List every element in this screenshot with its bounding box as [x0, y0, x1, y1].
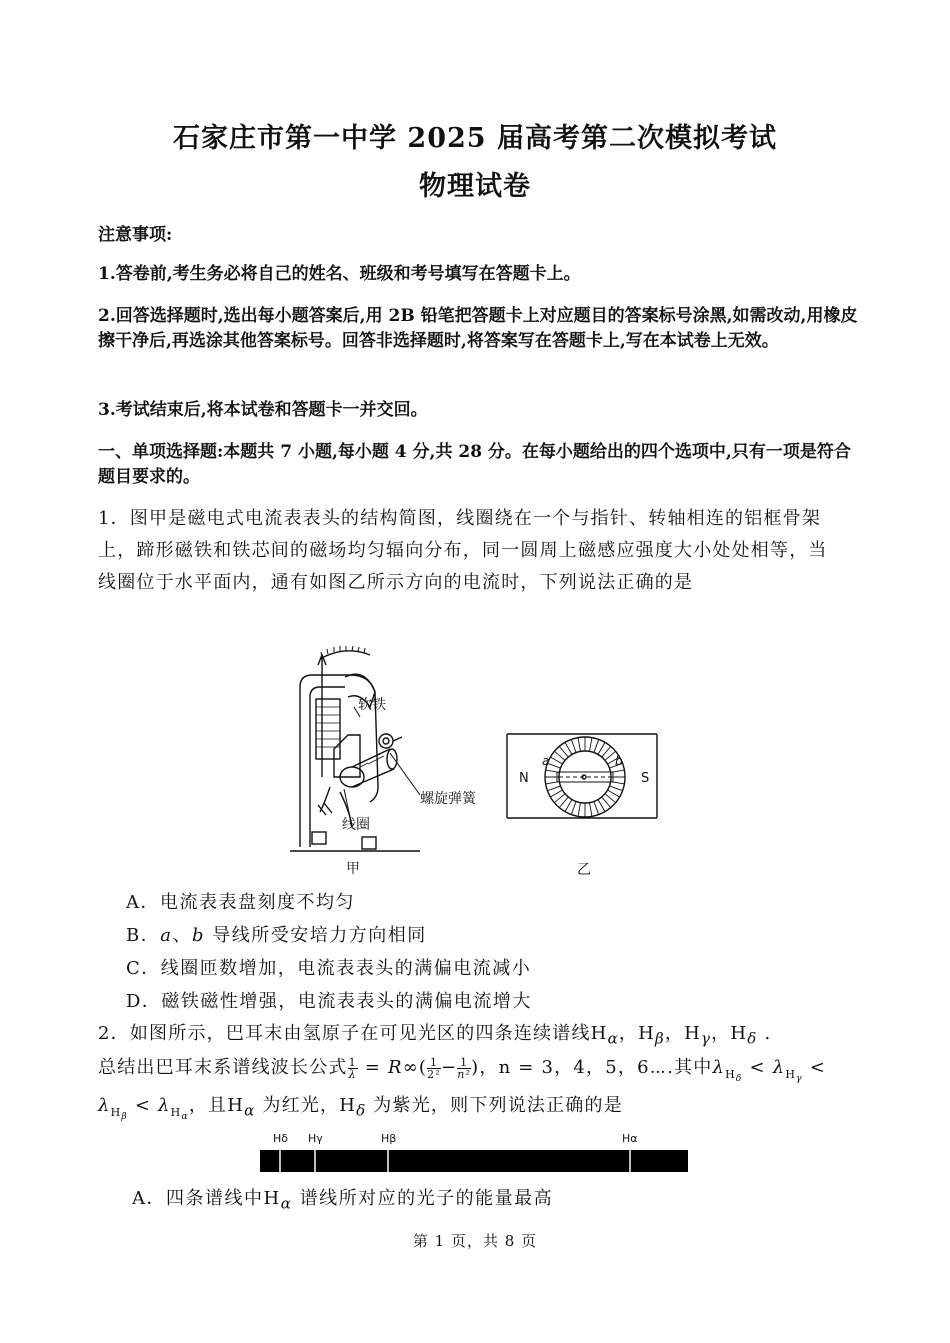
label-coil: 线圈 [342, 817, 370, 833]
radial-field-line [578, 738, 580, 752]
radial-field-line [602, 746, 611, 757]
radial-field-line [594, 739, 599, 752]
lambda: λ [158, 1095, 171, 1116]
notice-item-2: 2.回答选择题时,选出每小题答案后,用 2B 铅笔把答题卡上对应题目的答案标号涂黑,如需改动,用橡皮擦干净后,再选涂其他答案标号。回答非选择题时,将答案写在答题卡上,写在本试卷上无效。 [98, 306, 858, 351]
lambda: λ [772, 1057, 786, 1078]
period: . [764, 1023, 772, 1044]
radial-field-line [571, 739, 576, 752]
spectrum-label-h-alpha: Hα [622, 1132, 638, 1145]
frac-den: λ [348, 1067, 357, 1081]
rparen: ) [471, 1057, 480, 1078]
rydberg: R∞ [387, 1057, 419, 1078]
minus: − [440, 1057, 458, 1078]
sub-delta: δ [735, 1072, 743, 1084]
h-symbol: H [227, 1095, 245, 1116]
fraction-one-over-two-sq [427, 1057, 441, 1080]
h-symbol: H [339, 1095, 357, 1116]
q2-option-a-prefix: A．四条谱线中 [132, 1188, 264, 1209]
fraction-one-over-lambda [348, 1057, 358, 1080]
frac-num: 1 [348, 1055, 357, 1069]
page-number: 第 1 页，共 8 页 [412, 1232, 538, 1250]
q2-option-a [132, 1184, 553, 1213]
sub-beta: β [121, 1110, 128, 1122]
notice-heading: 注意事项: [98, 225, 173, 245]
radial-field-line [554, 751, 565, 760]
h-symbol: H [638, 1023, 656, 1044]
q1-option-b-rest: 导线所受安培力方向相同 [205, 925, 427, 946]
spectrum-bar [260, 1150, 688, 1172]
sub-alpha: α [181, 1110, 189, 1122]
label-wire-b: b [615, 754, 623, 768]
h-symbol: H [785, 1067, 797, 1081]
label-spiral-spring: 螺旋弹簧 [420, 791, 476, 807]
less-than: < [127, 1095, 159, 1116]
q1-option-b [126, 921, 427, 947]
frac-den: 2² [427, 1067, 441, 1081]
radial-field-line [546, 782, 560, 784]
and: ，且 [188, 1095, 228, 1116]
comma: ， [711, 1023, 731, 1044]
caption-jia: 甲 [346, 861, 360, 877]
radial-field-line [590, 803, 592, 817]
equals: = [357, 1057, 388, 1078]
radial-field-line [547, 786, 560, 791]
sub-beta: β [655, 1029, 665, 1048]
sub-alpha: α [280, 1194, 293, 1213]
q2-intro: 2．如图所示，巴耳末由氢原子在可见光区的四条连续谱线 [98, 1023, 591, 1044]
where: .其中 [667, 1057, 713, 1078]
lambda: λ [712, 1057, 726, 1078]
radial-field-line [608, 790, 620, 797]
q1-option-b-prefix: B． [126, 925, 161, 946]
sub-gamma: γ [796, 1072, 803, 1084]
radial-field-line [571, 801, 576, 814]
exam-subtitle: 物理试卷 [419, 171, 531, 202]
less-than: < [802, 1057, 827, 1078]
question-2-line-2 [98, 1052, 826, 1095]
radial-field-line [550, 757, 562, 764]
frac-num: 1 [427, 1057, 441, 1069]
radial-field-line [578, 803, 580, 817]
n-values: ，n = 3，4，5，6⋯ [479, 1057, 668, 1078]
radial-field-line [609, 786, 622, 791]
sub-gamma: γ [701, 1029, 712, 1048]
galvanometer-figure [290, 637, 505, 877]
radial-field-line [598, 742, 605, 754]
sub-delta: δ [747, 1029, 758, 1048]
radial-field-line [565, 800, 572, 812]
h-symbol: H [263, 1188, 281, 1209]
label-north: N [519, 771, 529, 786]
h-symbol: H [110, 1105, 122, 1119]
question-1-stem: 1．图甲是磁电式电流表表头的结构简图，线圈绕在一个与指针、转轴相连的铝框骨架上，蹄形磁铁和铁芯间的磁场均匀辐向分布，同一圆周上磁感应强度大小处处相等，当线圈位于水平面内，通有如图乙所示方向的电流时，下列说法正确的是 [98, 508, 828, 593]
q1-option-c: C．线圈匝数增加，电流表表头的满偏电流减小 [126, 958, 532, 979]
h-symbol: H [725, 1067, 736, 1081]
spectrum-label-h-gamma: Hγ [308, 1132, 323, 1145]
section-heading: 一、单项选择题:本题共 7 小题,每小题 4 分,共 28 分。在每小题给出的四个选项中,只有一项是符合题目要求的。 [98, 442, 851, 487]
radial-field-line [547, 763, 560, 768]
label-wire-a: a [542, 754, 550, 768]
label-soft-iron: 软铁 [358, 697, 386, 713]
comma: ， [618, 1023, 639, 1044]
q1-option-b-b: b [191, 925, 205, 946]
radial-field-line [559, 746, 568, 757]
spectrum-label-h-beta: Hβ [381, 1132, 397, 1145]
radial-field-line [611, 782, 625, 784]
fraction-one-over-n-sq [457, 1057, 471, 1080]
radial-field-line [554, 794, 565, 803]
radial-field-line [602, 797, 611, 808]
spectrum-label-h-delta: Hδ [273, 1132, 289, 1145]
frac-den: n² [457, 1067, 472, 1081]
h-symbol: H [730, 1023, 748, 1044]
h-symbol: H [684, 1023, 701, 1044]
radial-field-line [565, 742, 572, 754]
frac-num: 1 [457, 1057, 471, 1069]
notice-item-3: 3.考试结束后,将本试卷和答题卡一并交回。 [98, 400, 428, 420]
h-symbol: H [590, 1023, 608, 1044]
radial-field-line [590, 738, 592, 752]
h-symbol: H [170, 1105, 182, 1119]
q2-formula-intro: 总结出巴耳末系谱线波长公式 [98, 1057, 348, 1078]
comma: ， [664, 1023, 685, 1044]
radial-field-line [594, 801, 599, 814]
sub-delta: δ [356, 1101, 367, 1120]
less-than: < [742, 1057, 773, 1078]
sub-alpha: α [607, 1029, 619, 1048]
q2-option-a-suffix: 谱线所对应的光子的能量最高 [292, 1188, 554, 1209]
radial-field-line [550, 790, 562, 797]
question-2-line-3 [98, 1090, 623, 1133]
radial-field-line [598, 800, 605, 812]
notice-item-1: 1.答卷前,考生务必将自己的姓名、班级和考号填写在答题卡上。 [98, 264, 581, 284]
caption-yi: 乙 [577, 862, 591, 878]
radial-field-line [611, 770, 625, 772]
q1-option-b-a: a [160, 925, 173, 946]
exam-title: 石家庄市第一中学 2025 届高考第二次模拟考试 [173, 123, 777, 154]
red-light: 为红光， [255, 1095, 340, 1116]
sub-alpha: α [244, 1101, 256, 1120]
radial-field-figure [505, 708, 660, 880]
lparen: ( [418, 1057, 428, 1078]
hydrogen-spectrum-figure [258, 1128, 690, 1176]
radial-field-line [559, 797, 568, 808]
radial-field-line [605, 794, 616, 803]
violet-light: 为紫光，则下列说法正确的是 [366, 1095, 623, 1116]
q1-option-d: D．磁铁磁性增强，电流表表头的满偏电流增大 [126, 991, 532, 1012]
q1-option-b-sep: 、 [172, 925, 192, 946]
q1-option-a: A．电流表表盘刻度不均匀 [126, 892, 355, 913]
label-south: S [641, 771, 650, 786]
question-2-line-1 [98, 1018, 771, 1055]
lambda: λ [98, 1095, 111, 1116]
radial-field-line [546, 770, 560, 772]
